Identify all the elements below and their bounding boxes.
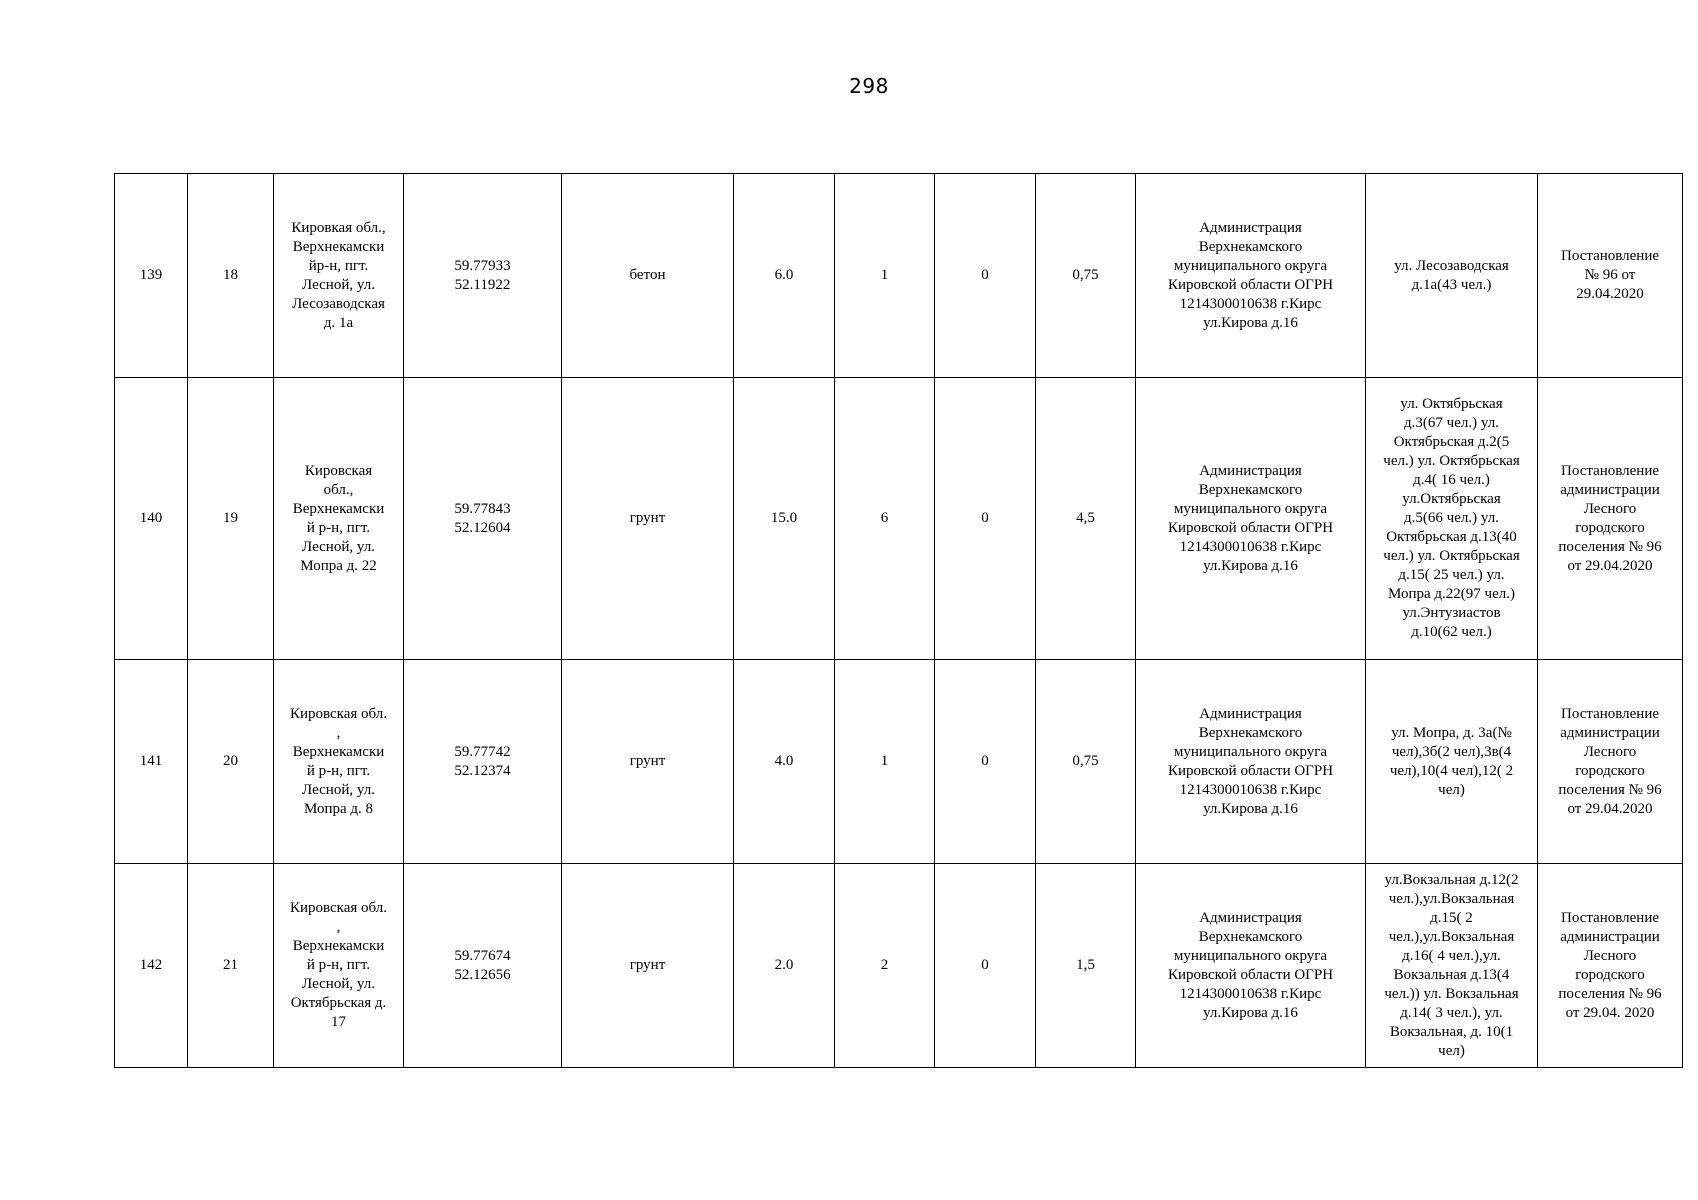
site-area: 4.0 <box>734 660 835 864</box>
site-owner: Администрация Верхнекамского муниципального округа Кировской области ОГРН 1214300010638 г.Кирс ул.Кирова д.16 <box>1136 864 1366 1068</box>
container-count: 6 <box>835 378 935 660</box>
row-sub-number: 19 <box>188 378 274 660</box>
waste-sources: ул.Вокзальная д.12(2 чел.),ул.Вокзальная д.15( 2 чел.),ул.Вокзальная д.16( 4 чел.),ул. Вокзальная д.13(4 чел.)) ул. Вокзальная д.14( 3 чел.), ул. Вокзальная, д. 10(1 чел) <box>1366 864 1538 1068</box>
approval-document: Постановление № 96 от 29.04.2020 <box>1538 174 1683 378</box>
row-number: 142 <box>115 864 188 1068</box>
container-count: 1 <box>835 174 935 378</box>
page-number: 298 <box>849 74 889 98</box>
site-area: 6.0 <box>734 174 835 378</box>
surface-type: грунт <box>562 864 734 1068</box>
approval-document: Постановление администрации Лесного городского поселения № 96 от 29.04.2020 <box>1538 660 1683 864</box>
row-number: 140 <box>115 378 188 660</box>
site-coordinates: 59.77843 52.12604 <box>404 378 562 660</box>
table-row <box>115 660 1683 864</box>
row-sub-number: 21 <box>188 864 274 1068</box>
site-area: 2.0 <box>734 864 835 1068</box>
approval-document: Постановление администрации Лесного городского поселения № 96 от 29.04. 2020 <box>1538 864 1683 1068</box>
approval-document: Постановление администрации Лесного городского поселения № 96 от 29.04.2020 <box>1538 378 1683 660</box>
table-row <box>115 864 1683 1068</box>
site-address: Кировкая обл., Верхнекамски йр-н, пгт. Лесной, ул. Лесозаводская д. 1а <box>274 174 404 378</box>
site-owner: Администрация Верхнекамского муниципального округа Кировской области ОГРН 1214300010638 г.Кирс ул.Кирова д.16 <box>1136 174 1366 378</box>
row-sub-number: 20 <box>188 660 274 864</box>
site-coordinates: 59.77674 52.12656 <box>404 864 562 1068</box>
table-row <box>115 174 1683 378</box>
zero-value: 0 <box>935 864 1036 1068</box>
row-number: 139 <box>115 174 188 378</box>
site-area: 15.0 <box>734 378 835 660</box>
waste-site-registry-table <box>114 173 1683 1068</box>
zero-value: 0 <box>935 378 1036 660</box>
zero-value: 0 <box>935 174 1036 378</box>
container-volume: 0,75 <box>1036 174 1136 378</box>
site-address: Кировская обл., Верхнекамски й р-н, пгт. Лесной, ул. Мопра д. 22 <box>274 378 404 660</box>
surface-type: бетон <box>562 174 734 378</box>
site-owner: Администрация Верхнекамского муниципального округа Кировской области ОГРН 1214300010638 г.Кирс ул.Кирова д.16 <box>1136 378 1366 660</box>
container-count: 1 <box>835 660 935 864</box>
surface-type: грунт <box>562 378 734 660</box>
surface-type: грунт <box>562 660 734 864</box>
container-volume: 0,75 <box>1036 660 1136 864</box>
waste-sources: ул. Октябрьская д.3(67 чел.) ул. Октябрьская д.2(5 чел.) ул. Октябрьская д.4( 16 чел.) ул.Октябрьская д.5(66 чел.) ул. Октябрьская д.13(40 чел.) ул. Октябрьская д.15( 25 чел.) ул. Мопра д.22(97 чел.) ул.Энтузиастов д.10(62 чел.) <box>1366 378 1538 660</box>
site-owner: Администрация Верхнекамского муниципального округа Кировской области ОГРН 1214300010638 г.Кирс ул.Кирова д.16 <box>1136 660 1366 864</box>
site-address: Кировская обл. , Верхнекамски й р-н, пгт. Лесной, ул. Октябрьская д. 17 <box>274 864 404 1068</box>
site-coordinates: 59.77742 52.12374 <box>404 660 562 864</box>
site-coordinates: 59.77933 52.11922 <box>404 174 562 378</box>
container-count: 2 <box>835 864 935 1068</box>
site-address: Кировская обл. , Верхнекамски й р-н, пгт. Лесной, ул. Мопра д. 8 <box>274 660 404 864</box>
row-sub-number: 18 <box>188 174 274 378</box>
container-volume: 4,5 <box>1036 378 1136 660</box>
waste-sources: ул. Мопра, д. 3а(№ чел),3б(2 чел),3в(4 чел),10(4 чел),12( 2 чел) <box>1366 660 1538 864</box>
container-volume: 1,5 <box>1036 864 1136 1068</box>
table-row <box>115 378 1683 660</box>
zero-value: 0 <box>935 660 1036 864</box>
waste-sources: ул. Лесозаводская д.1а(43 чел.) <box>1366 174 1538 378</box>
row-number: 141 <box>115 660 188 864</box>
